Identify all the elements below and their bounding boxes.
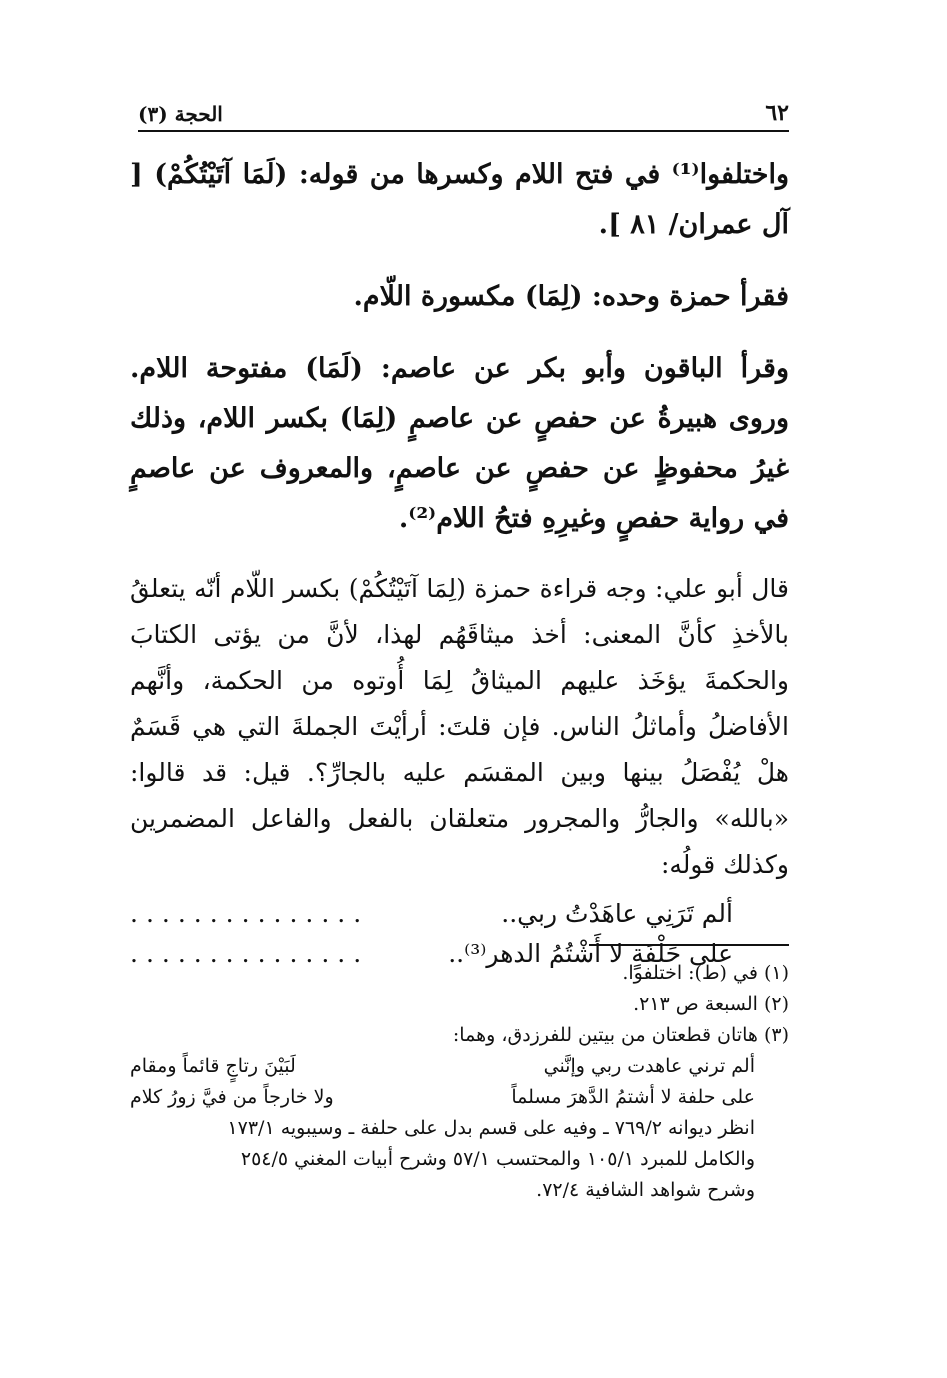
- verse-line-2-text: على حَلْفَةٍ لا أَشْتُمُ الدهر⁽³⁾..: [448, 939, 733, 968]
- footnote-3-source-3: وشرح شواهد الشافية ٧٢/٤.: [536, 1179, 755, 1201]
- verse-line-1-dots: ...............: [130, 899, 370, 928]
- footnote-verse-1-a: ألم ترني عاهدت ربي وإنَّني: [543, 1055, 755, 1077]
- page-number: ٦٢: [765, 100, 789, 126]
- footnote-3: (٣) هاتان قطعتان من بيتين للفرزدق، وهما:: [452, 1024, 789, 1046]
- page-header: [138, 92, 789, 132]
- paragraph-4: قال أبو علي: وجه قراءة حمزة (لِمَا آتَيْتُكُمْ) بكسر اللّام أنّه يتعلقُ بالأخذِ كأنَّ المعنى: أخذ ميثاقَهُم لهذا، لأنَّ من يؤتى الكتابَ والحكمةَ يؤخَذ عليهم الميثاقُ لِمَا أُوتوه من الحكمة، وأنَّهم الأفاضلُ وأماثلُ الناس. فإن قلتَ: أرأيْتَ الجملةَ التي هي قَسَمٌ هلْ يُفْصَلُ بينها وبين المقسَم عليه بالجارِّ؟. قيل: قد قالوا: «بالله» والجارُّ والمجرور متعلقان بالفعل والفاعل المضمرين وكذلك قولُه:: [130, 574, 789, 879]
- main-text: [130, 150, 789, 974]
- footnote-verse-1-b: لَبَيْنَ رتاجٍ قائماً ومقام: [130, 1055, 296, 1077]
- paragraph-2: فقرأ حمزة وحده: (لِمَا) مكسورة اللّام.: [353, 281, 789, 312]
- verse-line-2-dots: ...............: [130, 939, 370, 968]
- verse-line-1: [130, 894, 789, 934]
- footnote-2: (٢) السبعة ص ٢١٣.: [633, 993, 789, 1015]
- footnote-3-source-1: انظر ديوانه ٧٦٩/٢ ـ وفيه على قسم بدل على حلفة ـ وسيبويه ١٧٣/١: [227, 1117, 755, 1139]
- footnote-verse-2-b: ولا خارجاً من فيَّ زورُ كلام: [130, 1086, 334, 1108]
- paragraph-1: واختلفوا⁽¹⁾ في فتح اللام وكسرها من قوله: (لَمَا آتَيْتُكُمْ) [ آل عمران/ ٨١ ].: [130, 159, 789, 240]
- paragraph-3: وقرأ الباقون وأبو بكر عن عاصم: (لَمَا) مفتوحة اللام. وروى هبيرةُ عن حفصٍ عن عاصمٍ (لِمَا) بكسر اللام، وذلك غيرُ محفوظٍ عن حفصٍ عن عاصمٍ، والمعروف عن عاصمٍ في رواية حفصٍ وغيرِهِ فتحُ اللام⁽²⁾.: [130, 353, 789, 534]
- footnote-divider: [589, 944, 789, 946]
- footnote-3-source-2: والكامل للمبرد ١٠٥/١ والمحتسب ٥٧/١ وشرح أبيات المغني ٢٥٤/٥: [240, 1148, 755, 1170]
- footnote-verse-2: [130, 1082, 789, 1113]
- footnote-1: (١) في (ط): اختلفوا.: [622, 962, 789, 984]
- book-title: الحجة (٣): [138, 102, 223, 126]
- footnote-verse-2-a: على حلفة لا أشتمُ الدَّهرَ مسلماً: [511, 1086, 755, 1108]
- verse-line-1-text: ألم تَرَنِي عاهَدْتُ ربي..: [501, 899, 733, 928]
- footnote-verse-1: [130, 1051, 789, 1082]
- footnotes: [130, 958, 789, 1206]
